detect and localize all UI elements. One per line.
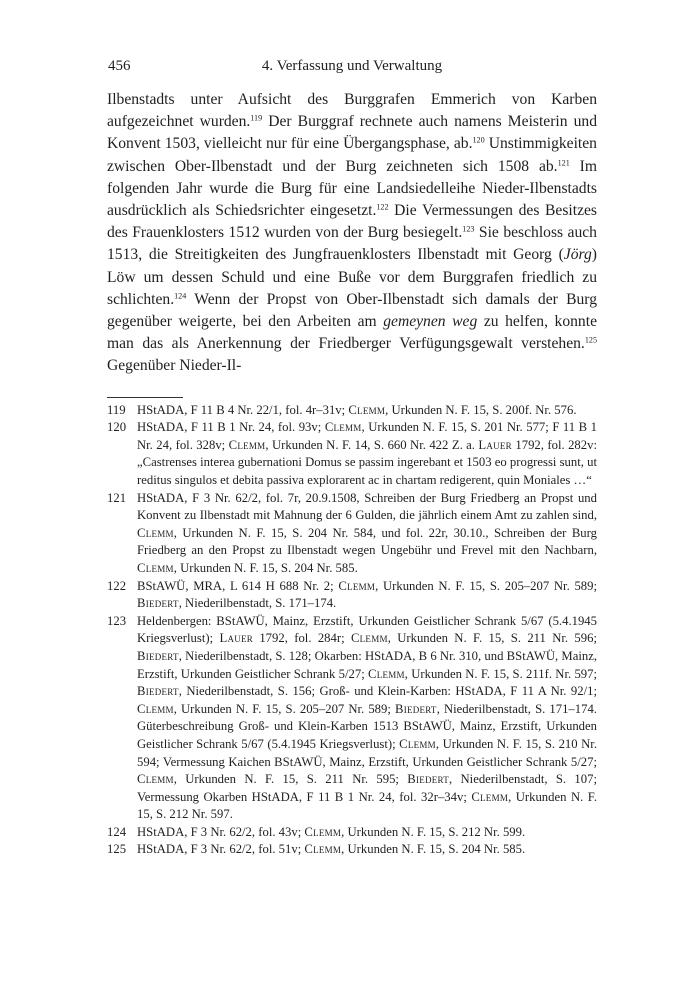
footnote-number: 119 xyxy=(107,402,126,417)
footnote-separator xyxy=(107,397,183,398)
italic-quote: gemeynen weg xyxy=(383,313,478,331)
footnote-text: HStADA, F 3 Nr. 62/2, fol. 51v; xyxy=(137,842,305,857)
text-segment: Die Vermessungen des Besitzes des Frauenklosters 1512 wurden von der Burg besiegelt. xyxy=(107,202,598,242)
footnote-number: 125 xyxy=(107,842,127,857)
footnote-text: , Urkunden N. F. 15, S. 211 Nr. 595; xyxy=(173,772,408,787)
footnote-text: , Niederilbenstadt, S. 107; Vermessung Okarben HStADA, F 11 B 1 Nr. 24, fol. 32r–34v; xyxy=(137,772,597,804)
author-name: Biedert xyxy=(394,701,437,716)
author-name: Clemm xyxy=(137,525,174,540)
author-name: Clemm xyxy=(137,701,174,716)
footnote-text: HStADA, F 3 Nr. 62/2, fol. 7r, 20.9.1508, Schreiben der Burg Friedberg an Propst und Konvent zu Ilbenstadt mit Mahnung der 6 Gulden, die jährlich einem Amt zu zahlen sind, xyxy=(137,490,597,523)
author-name: Clemm xyxy=(399,736,436,751)
text-segment: Sie beschloss auch 1513, die Streitigkeiten des Jungfrauenklosters Ilbenstadt mit Georg ( xyxy=(107,224,597,264)
footnote-number: 122 xyxy=(107,578,127,593)
text-segment: Ilbenstadts unter Aufsicht des Burggrafen Emmerich von Karben aufgezeichnet wurden. xyxy=(107,91,597,131)
footnote xyxy=(107,824,597,842)
page-number: 456 xyxy=(108,58,131,74)
author-name: Clemm xyxy=(304,824,342,839)
footnote-text: BStAWÜ, MRA, L 614 H 688 Nr. 2; xyxy=(137,578,339,593)
footnote-text: , Niederilbenstadt, S. 156; Groß- und Klein-Karben: HStADA, F 11 A Nr. 92/1; xyxy=(178,684,597,699)
footnote-text: , Urkunden N. F. 15, S. 204 Nr. 585. xyxy=(173,560,358,575)
author-name: Lauer xyxy=(478,437,512,452)
footnote-text: HStADA, F 11 B 4 Nr. 22/1, fol. 4r–31v; xyxy=(137,402,349,417)
footnote-text: , Urkunden N. F. 14, S. 660 Nr. 422 Z. a. xyxy=(265,437,479,452)
footnote-text: , Urkunden N. F. 15, S. 200f. Nr. 576. xyxy=(385,402,577,417)
footnotes xyxy=(107,402,597,859)
footnote xyxy=(107,841,597,859)
author-name: Clemm xyxy=(368,666,405,681)
author-name: Clemm xyxy=(350,631,388,646)
footnote-text: Heldenbergen: BStAWÜ, Mainz, Erzstift, Urkunden Geistlicher Schrank 5/67 (5.4.1945 Kriegsverlust); xyxy=(137,613,597,646)
footnote-text: , Urkunden N. F. 15, S. 205–207 Nr. 589; xyxy=(375,578,597,593)
footnote-text: 1792, fol. 284r; xyxy=(252,631,351,646)
footnote xyxy=(107,402,597,420)
italic-name: Jörg xyxy=(563,246,592,264)
footnote-text: HStADA, F 3 Nr. 62/2, fol. 43v; xyxy=(137,824,305,839)
text-segment: Wenn der Propst von Ober-Ilbenstadt sich damals der Burg gegenüber weigerte, bei den Arbeiten am xyxy=(107,290,597,331)
text-segment: zu helfen, konnte man das als Anerkennung der Friedberger Verfügungsgewalt verstehen. xyxy=(107,313,597,353)
footnote xyxy=(107,578,597,613)
footnote-ref-124[interactable]: 124 xyxy=(174,291,187,301)
footnote-text: , Urkunden N. F. 15, S. 212 Nr. 597. xyxy=(137,789,597,822)
footnote xyxy=(107,419,597,489)
footnote-text: , Urkunden N. F. 15, S. 205–207 Nr. 589; xyxy=(173,701,395,716)
running-title: 4. Verfassung und Verwaltung xyxy=(261,58,443,74)
author-name: Clemm xyxy=(338,578,376,593)
footnote-ref-119[interactable]: 119 xyxy=(250,113,263,123)
text-segment: Gegenüber Nieder-Il- xyxy=(107,357,242,375)
main-text xyxy=(107,89,597,378)
text-segment: Im folgenden Jahr wurde die Burg für eine Landsiedelleihe Nieder-Ilbenstadts ausdrücklich als Schiedsrichter eingesetzt. xyxy=(107,157,597,220)
footnote-ref-122[interactable]: 122 xyxy=(376,202,389,212)
footnote-ref-125[interactable]: 125 xyxy=(584,335,597,345)
footnote-text: , Urkunden N. F. 15, S. 212 Nr. 599. xyxy=(341,824,526,839)
footnote-text: , Urkunden N. F. 15, S. 211f. Nr. 597; xyxy=(404,666,597,681)
author-name: Clemm xyxy=(228,437,266,452)
author-name: Biedert xyxy=(137,684,179,699)
text-segment: Unstimmigkeiten zwischen Ober-Ilbenstadt und der Burg zeichneten sich 1508 ab. xyxy=(107,135,597,175)
footnote-text: , Niederilbenstadt, S. 128; Okarben: HStADA, B 6 Nr. 310, und BStAWÜ, Mainz, Erzstift, Urkunden Geistlicher Schrank 5/27; xyxy=(137,648,597,681)
footnote-text: , Urkunden N. F. 15, S. 210 Nr. 594; Vermessung Kaichen BStAWÜ, Mainz, Erzstift, Urkunden Geistlicher Schrank 5/27; xyxy=(137,736,597,769)
author-name: Biedert xyxy=(137,596,179,611)
text-segment: Der Burggraf rechnete auch namens Meisterin und Konvent 1503, vielleicht nur für eine Übergangsphase, ab. xyxy=(107,113,597,153)
author-name: Biedert xyxy=(137,648,179,663)
author-name: Clemm xyxy=(137,560,174,575)
footnote-number: 120 xyxy=(107,420,127,435)
footnote-text: , Urkunden N. F. 15, S. 204 Nr. 585. xyxy=(341,842,526,857)
author-name: Clemm xyxy=(137,772,174,787)
author-name: Clemm xyxy=(324,420,362,435)
author-name: Lauer xyxy=(219,631,253,646)
footnote xyxy=(107,490,597,578)
footnote-text: , Niederilbenstadt, S. 171–174. Güterbeschreibung Groß- und Klein-Karben 1513 BStAWÜ, Mainz, Erzstift, Urkunden Geistlicher Schrank 5/67 (5.4.1945 Kriegsverlust); xyxy=(137,701,597,751)
footnote-text: , Urkunden N. F. 15, S. 201 Nr. 577; F 11 B 1 Nr. 24, fol. 328v; xyxy=(137,420,597,452)
author-name: Clemm xyxy=(348,402,386,417)
footnote-number: 124 xyxy=(107,824,127,839)
footnote-ref-121[interactable]: 121 xyxy=(557,157,570,167)
footnote-text: , Niederilbenstadt, S. 171–174. xyxy=(178,596,337,611)
footnote xyxy=(107,613,597,824)
footnote-text: , Urkunden N. F. 15, S. 204 Nr. 584, und fol. 22r, 30.10., Schreiben der Burg Friedberg an den Propst zu Ilbenstadt wegen Ungebühr und Frevel mit den Nachbarn, xyxy=(137,525,597,558)
footnote-number: 121 xyxy=(107,490,127,505)
footnote-ref-120[interactable]: 120 xyxy=(472,135,485,145)
footnote-number: 123 xyxy=(107,613,127,628)
text-segment: ) Löw um dessen Schuld und eine Buße vor dem Burggrafen friedlich zu schlichten. xyxy=(107,246,597,308)
author-name: Biedert xyxy=(407,772,449,787)
author-name: Clemm xyxy=(304,842,342,857)
running-header xyxy=(107,58,597,82)
footnote-text: , Urkunden N. F. 15, S. 211 Nr. 596; xyxy=(387,631,597,646)
footnote-text: HStADA, F 11 B 1 Nr. 24, fol. 93v; xyxy=(137,420,325,435)
footnote-text: 1792, fol. 282v: „Castrenses interea gubernationi Domus se passim ingerebant et 1503 eo progressi sunt, ut reditus singulos et debita passiva explorarent ac in chartam redigerent, quin Moniales …“ xyxy=(137,437,597,488)
author-name: Clemm xyxy=(471,789,509,804)
footnote-ref-123[interactable]: 123 xyxy=(462,224,475,234)
book-page xyxy=(107,58,597,859)
